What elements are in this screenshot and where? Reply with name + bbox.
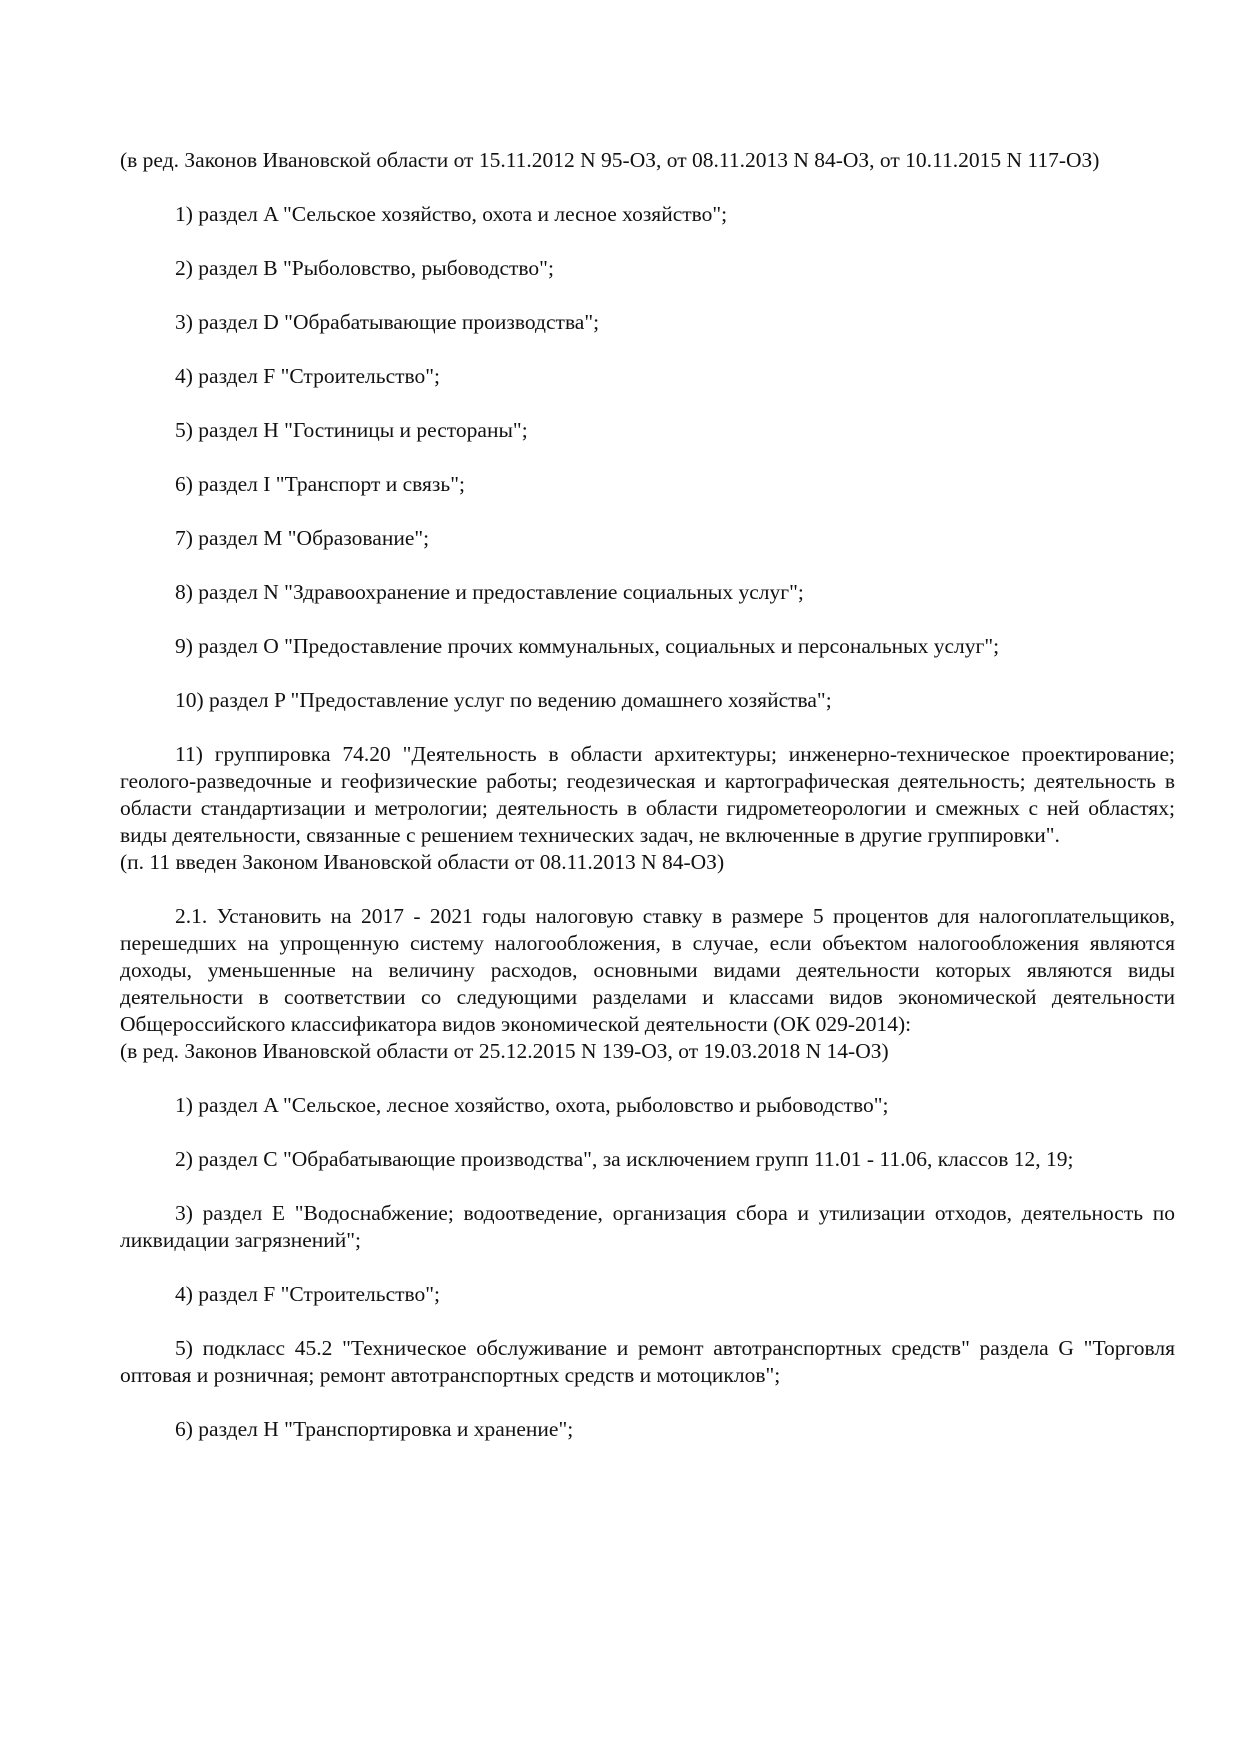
list1-item-7: 7) раздел M "Образование"; bbox=[175, 526, 430, 550]
list1-item-5: 5) раздел H "Гостиницы и рестораны"; bbox=[175, 418, 528, 442]
amendment-note-top: (в ред. Законов Ивановской области от 15.11.2012 N 95-ОЗ, от 08.11.2013 N 84-ОЗ, от 10.11.2015 N 117-ОЗ) bbox=[120, 148, 1100, 172]
list1-item-6: 6) раздел I "Транспорт и связь"; bbox=[175, 472, 465, 496]
list2-item-3: 3) раздел E "Водоснабжение; водоотведение, организация сбора и утилизации отходов, деятельность по ликвидации загрязнений"; bbox=[120, 1201, 1175, 1252]
list2-item-6: 6) раздел H "Транспортировка и хранение"; bbox=[175, 1417, 574, 1441]
list2-item-4: 4) раздел F "Строительство"; bbox=[175, 1282, 441, 1306]
list2-item-1: 1) раздел A "Сельское, лесное хозяйство, охота, рыболовство и рыбоводство"; bbox=[175, 1093, 889, 1117]
list1-item-8: 8) раздел N "Здравоохранение и предоставление социальных услуг"; bbox=[175, 580, 804, 604]
section-2-1: 2.1. Установить на 2017 - 2021 годы налоговую ставку в размере 5 процентов для налогоплательщиков, перешедших на упрощенную систему налогообложения, в случае, если объектом налогообложения являются доходы, уменьшенные на величину расходов, основными видами деятельности которых являются виды деятельности в соответствии со следующими разделами и классами видов экономической деятельности Общероссийского классификатора видов экономической деятельности (ОК 029-2014): bbox=[120, 904, 1175, 1036]
list1-item-10: 10) раздел P "Предоставление услуг по ведению домашнего хозяйства"; bbox=[175, 688, 832, 712]
amendment-note-item11: (п. 11 введен Законом Ивановской области от 08.11.2013 N 84-ОЗ) bbox=[120, 850, 725, 874]
list1-item-1: 1) раздел A "Сельское хозяйство, охота и лесное хозяйство"; bbox=[175, 202, 728, 226]
list1-item-3: 3) раздел D "Обрабатывающие производства"; bbox=[175, 310, 600, 334]
amendment-note-2-1: (в ред. Законов Ивановской области от 25.12.2015 N 139-ОЗ, от 19.03.2018 N 14-ОЗ) bbox=[120, 1039, 889, 1063]
list1-item-11: 11) группировка 74.20 "Деятельность в области архитектуры; инженерно-техническое проектирование; геолого-разведочные и геофизические работы; геодезическая и картографическая деятельность; деятельность в области стандартизации и метрологии; деятельность в области гидрометеорологии и смежных с ней областях; виды деятельности, связанные с решением технических задач, не включенные в другие группировки". bbox=[120, 742, 1175, 847]
list1-item-2: 2) раздел B "Рыболовство, рыбоводство"; bbox=[175, 256, 554, 280]
list1-item-9: 9) раздел O "Предоставление прочих коммунальных, социальных и персональных услуг"; bbox=[175, 634, 1000, 658]
document-page bbox=[120, 147, 1175, 1443]
list2-item-5: 5) подкласс 45.2 "Техническое обслуживание и ремонт автотранспортных средств" раздела G "Торговля оптовая и розничная; ремонт автотранспортных средств и мотоциклов"; bbox=[120, 1336, 1175, 1387]
list2-item-2: 2) раздел C "Обрабатывающие производства", за исключением групп 11.01 - 11.06, классов 12, 19; bbox=[175, 1147, 1074, 1171]
list1-item-4: 4) раздел F "Строительство"; bbox=[175, 364, 441, 388]
